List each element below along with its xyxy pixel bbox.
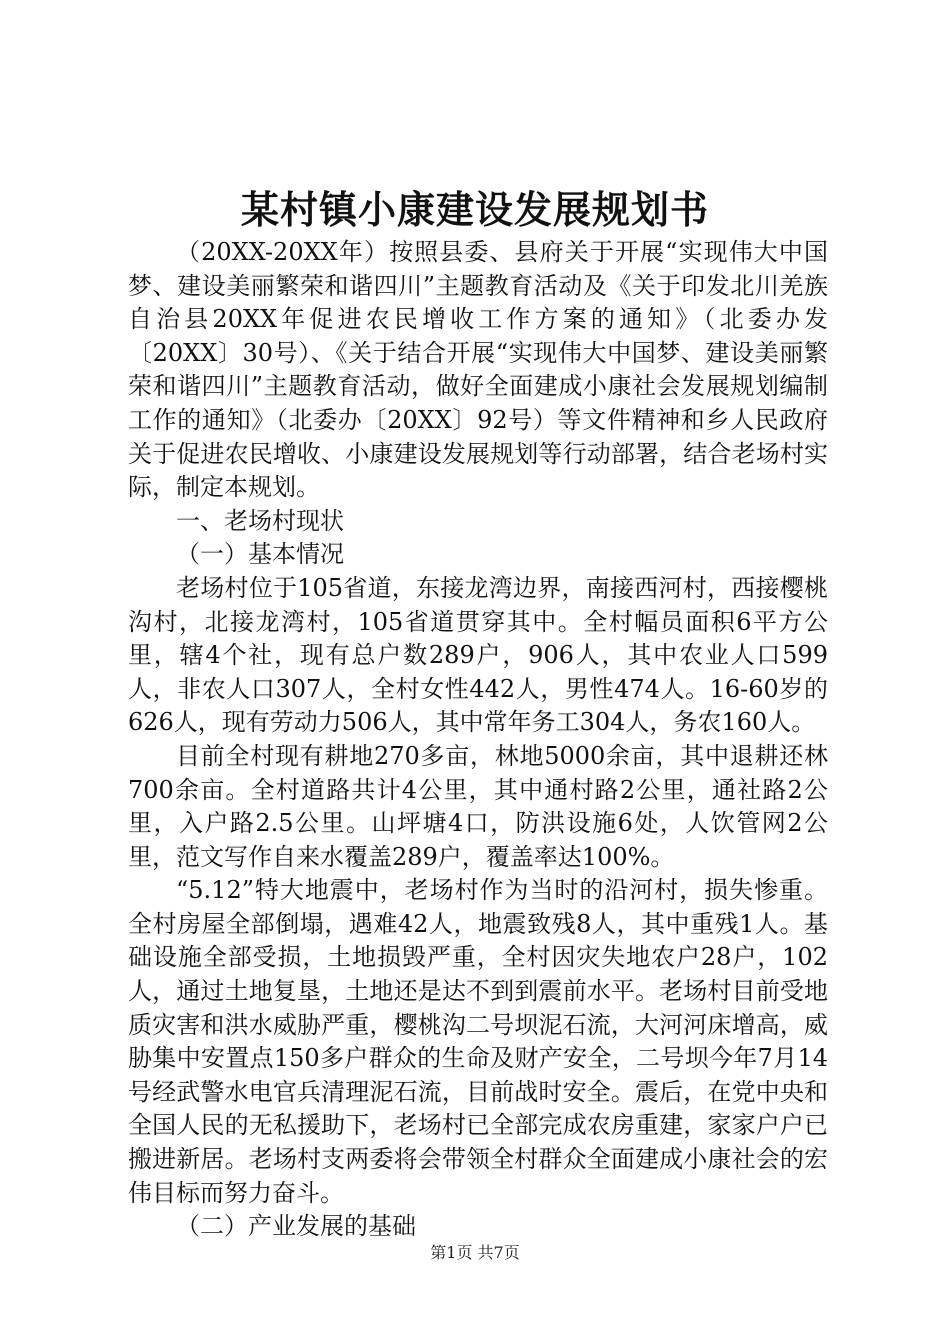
subsection-heading-basic-info: （一）基本情况 xyxy=(176,540,344,569)
document-body xyxy=(128,236,828,1244)
land-infrastructure-paragraph: 目前全村现有耕地270多亩，林地5000余亩，其中退耕还林700余亩。全村道路共计4公里，其中通村路2公里，通社路2公里，入户路2.5公里。山坪塘4口，防洪设施6处，人饮管网2公里，范文写作自来水覆盖289户，覆盖率达100%。 xyxy=(128,741,828,871)
document-title: 某村镇小康建设发展规划书 xyxy=(240,187,709,232)
earthquake-paragraph: “5.12”特大地震中，老场村作为当时的沿河村，损失惨重。全村房屋全部倒塌，遇难42人，地震致残8人，其中重残1人。基础设施全部受损，土地损毁严重，全村因灾失地农户28户，102人，通过土地复垦，土地还是达不到到震前水平。老场村目前受地质灾害和洪水威胁严重，樱桃沟二号坝泥石流，大河河床增高，威胁集中安置点150多户群众的生命及财产安全，二号坝今年7月14号经武警水电官兵清理泥石流，目前战时安全。震后，在党中央和全国人民的无私援助下，老场村已全部完成农房重建，家家户户已搬进新居。老场村支两委将会带领全村群众全面建成小康社会的宏伟目标而努力奋斗。 xyxy=(128,876,828,1207)
page-footer: 第1页 共7页 xyxy=(430,1243,520,1262)
basic-info-paragraph: 老场村位于105省道，东接龙湾边界，南接西河村，西接樱桃沟村，北接龙湾村，105省道贯穿其中。全村幅员面积6平方公里，辖4个社，现有总户数289户，906人，其中农业人口599人，非农人口307人，全村女性442人，男性474人。16-60岁的626人，现有劳动力506人，其中常年务工304人，务农160人。 xyxy=(128,573,828,737)
intro-paragraph: （20XX-20XX年）按照县委、县府关于开展“实现伟大中国梦、建设美丽繁荣和谐四川”主题教育活动及《关于印发北川羌族自治县20XX年促进农民增收工作方案的通知》（北委办发〔20XX〕30号）、《关于结合开展“实现伟大中国梦、建设美丽繁荣和谐四川”主题教育活动，做好全面建成小康社会发展规划编制工作的通知》（北委办〔20XX〕92号）等文件精神和乡人民政府关于促进农民增收、小康建设发展规划等行动部署，结合老场村实际，制定本规划。 xyxy=(128,238,828,502)
section-heading-current-status: 一、老场村现状 xyxy=(176,506,344,535)
subsection-heading-industry-basis: （二）产业发展的基础 xyxy=(176,1212,416,1241)
